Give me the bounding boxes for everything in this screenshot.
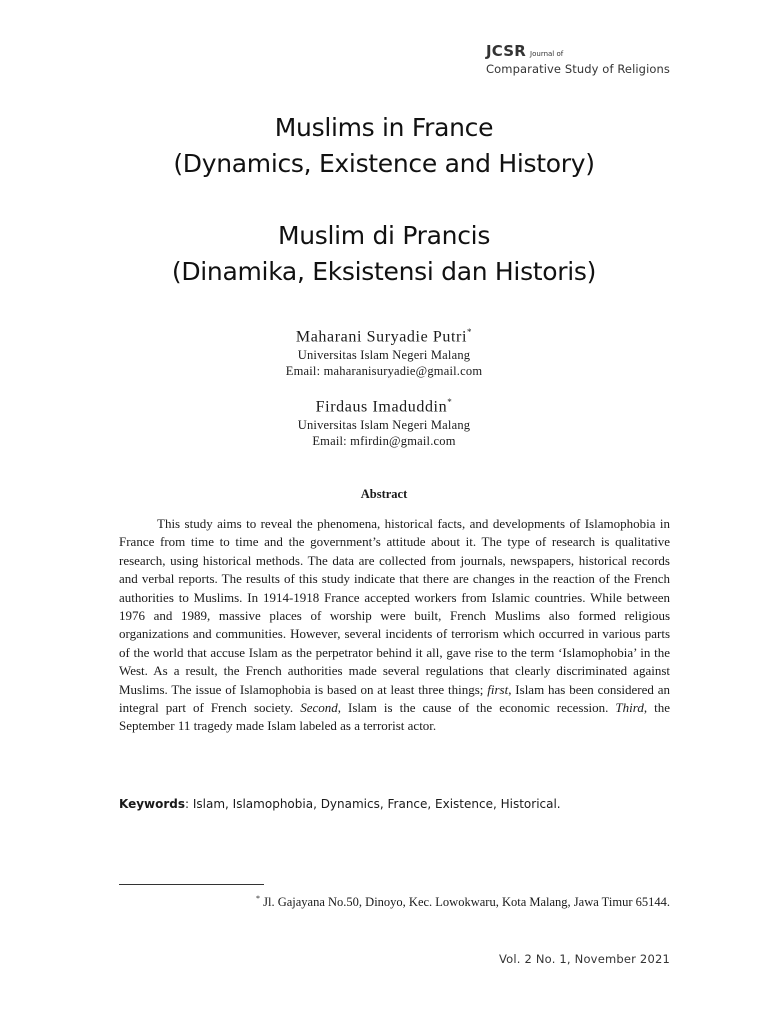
volume-info: Vol. 2 No. 1, November 2021: [498, 952, 670, 966]
keywords-label: Keywords: [119, 797, 186, 811]
author-1: [0, 322, 768, 379]
footnote-divider: [119, 884, 264, 885]
title-indonesian-line1: Muslim di Prancis: [277, 221, 491, 250]
author-footnote-mark: *: [467, 327, 473, 337]
journal-full-name: Comparative Study of Religions: [486, 62, 670, 76]
abstract-paragraph: This study aims to reveal the phenomena, historical facts, and developments of Islamophobia in France from time to time and the government’s attitude about it. The type of research is qualitative research, using historical methods. The data are collected from journals, newspapers, historical records and verbal reports. The results of this study indicate that there are changes in the reaction of the French authorities to Muslims. In 1914-1918 France accepted workers from Islamic countries. While between 1976 and 1989, massive places of worship were built, French Muslims also formed religious organizations and communities. However, several incidents of terrorism which occurred in various parts of the world that accuse Islam as the perpetrator behind it all, gave rise to the term ‘Islamophobia’ in the West. As a result, the French authorities made several regulations that clearly discriminated against Muslims. The issue of Islamophobia is based on at least three things; first, Islam has been considered an integral part of French society. Second, Islam is the cause of the economic recession. Third, the September 11 tragedy made Islam labeled as a terrorist actor.: [119, 516, 670, 734]
author-name: Firdaus Imaduddin*: [315, 397, 453, 416]
footnote-mark: *: [255, 894, 260, 903]
author-affiliation: Universitas Islam Negeri Malang: [297, 418, 471, 433]
footnote-text: Jl. Gajayana No.50, Dinoyo, Kec. Lowokwaru, Kota Malang, Jawa Timur 65144.: [259, 895, 670, 910]
keywords: [119, 795, 670, 813]
author-2: [0, 392, 768, 449]
title-english: [0, 110, 768, 182]
title-english-line1: Muslims in France: [274, 113, 494, 142]
author-footnote-mark: *: [447, 397, 453, 407]
title-english-line2: (Dynamics, Existence and History): [173, 149, 595, 178]
title-indonesian: [0, 218, 768, 290]
journal-header: [486, 44, 670, 76]
footnote: [119, 891, 670, 910]
author-email: Email: mfirdin@gmail.com: [312, 434, 456, 449]
title-indonesian-line2: (Dinamika, Eksistensi dan Historis): [171, 257, 597, 286]
author-affiliation: Universitas Islam Negeri Malang: [297, 348, 471, 363]
keywords-text: : Islam, Islamophobia, Dynamics, France, Existence, Historical.: [185, 797, 561, 811]
journal-abbreviation: JCSR: [486, 42, 527, 60]
journal-small-label: Journal of: [530, 50, 564, 58]
author-email: Email: maharanisuryadie@gmail.com: [285, 364, 483, 379]
abstract-body: [119, 515, 670, 736]
author-name: Maharani Suryadie Putri*: [295, 327, 473, 346]
abstract-heading: Abstract: [360, 487, 408, 501]
